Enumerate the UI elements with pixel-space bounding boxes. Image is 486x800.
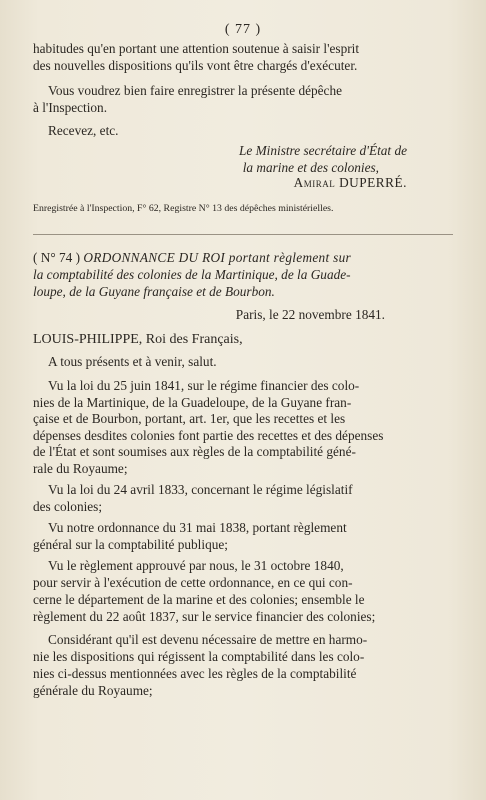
whereas-paragraph-4 (33, 557, 453, 625)
text-line: générale du Royaume; (33, 683, 153, 698)
page-number: ( 77 ) (224, 22, 262, 37)
text-line: Vous voudrez bien faire enregistrer la présente dépêche (48, 83, 342, 98)
text-line: général sur la comptabilité publique; (33, 537, 228, 552)
text-line: habitudes qu'en portant une attention soutenue à saisir l'esprit (33, 41, 360, 56)
title-line: la comptabilité des colonies de la Martinique, de la Guade- (33, 267, 351, 282)
text-line: nies ci-dessus mentionnées avec les règles de la comptabilité (33, 666, 357, 681)
text-line: nies de la Martinique, de la Guadeloupe, de la Guyane fran- (33, 394, 352, 410)
title-line (33, 249, 453, 266)
signature-line: la marine et des colonies, (242, 160, 379, 175)
signature-block (33, 142, 407, 176)
title-line: loupe, de la Guyane française et de Bourbon. (33, 284, 275, 299)
text-line: Vu la loi du 25 juin 1841, sur le régime financier des colo- (48, 378, 360, 393)
ordonnance-title (33, 249, 453, 300)
intro-paragraph-2 (33, 82, 453, 116)
text-line: des colonies; (33, 499, 103, 514)
king-title: LOUIS-PHILIPPE, Roi des Français, (33, 332, 243, 347)
text-line: des nouvelles dispositions qu'ils vont être chargés d'exécuter. (33, 58, 358, 73)
registration-note: Enregistrée à l'Inspection, F° 62, Registre N° 13 des dépêches ministérielles. (33, 203, 334, 214)
text-line: çaise et de Bourbon, portant, art. 1er, que les recettes et les (33, 411, 346, 426)
text-line: règlement du 22 août 1837, sur le service financier des colonies; (33, 609, 376, 624)
text-line: Recevez, etc. (48, 123, 119, 138)
text-line: de l'État et sont soumises aux règles de la comptabilité géné- (33, 444, 356, 459)
text-line: pour servir à l'exécution de cette ordonnance, en ce qui con- (33, 575, 353, 590)
text-line: nie les dispositions qui régissent la comptabilité dans les colo- (33, 649, 365, 664)
text-line: Vu notre ordonnance du 31 mai 1838, portant règlement (48, 520, 347, 535)
whereas-paragraph-1 (33, 378, 453, 477)
intro-paragraph (33, 40, 453, 74)
text-line: rale du Royaume; (33, 460, 128, 476)
text-line: dépenses desdites colonies font partie des recettes et des dépenses (33, 427, 384, 443)
text-line: Vu la loi du 24 avril 1833, concernant le régime législatif (48, 482, 353, 497)
signature-line: Le Ministre secrétaire d'État de (238, 143, 407, 158)
text-line: cerne le département de la marine et des colonies; ensemble le (33, 592, 365, 607)
whereas-paragraph-3 (33, 519, 453, 553)
greeting (33, 122, 453, 139)
text-line: Vu le règlement approuvé par nous, le 31 octobre 1840, (48, 558, 344, 573)
section-divider (33, 234, 453, 235)
ordonnance-date: Paris, le 22 novembre 1841. (235, 307, 385, 322)
title-text: ORDONNANCE DU ROI portant règlement sur (83, 250, 352, 265)
considering-paragraph (33, 631, 453, 699)
ordonnance-number: ( N° 74 ) (33, 250, 81, 265)
salutation-line: A tous présents et à venir, salut. (48, 354, 217, 369)
text-line: Considérant qu'il est devenu nécessaire de mettre en harmo- (48, 632, 368, 647)
salutation (33, 353, 453, 370)
text-line: à l'Inspection. (33, 100, 108, 115)
signature-name: Amiral DUPERRÉ. (293, 175, 407, 190)
whereas-paragraph-2 (33, 481, 453, 515)
king-line (33, 331, 453, 348)
